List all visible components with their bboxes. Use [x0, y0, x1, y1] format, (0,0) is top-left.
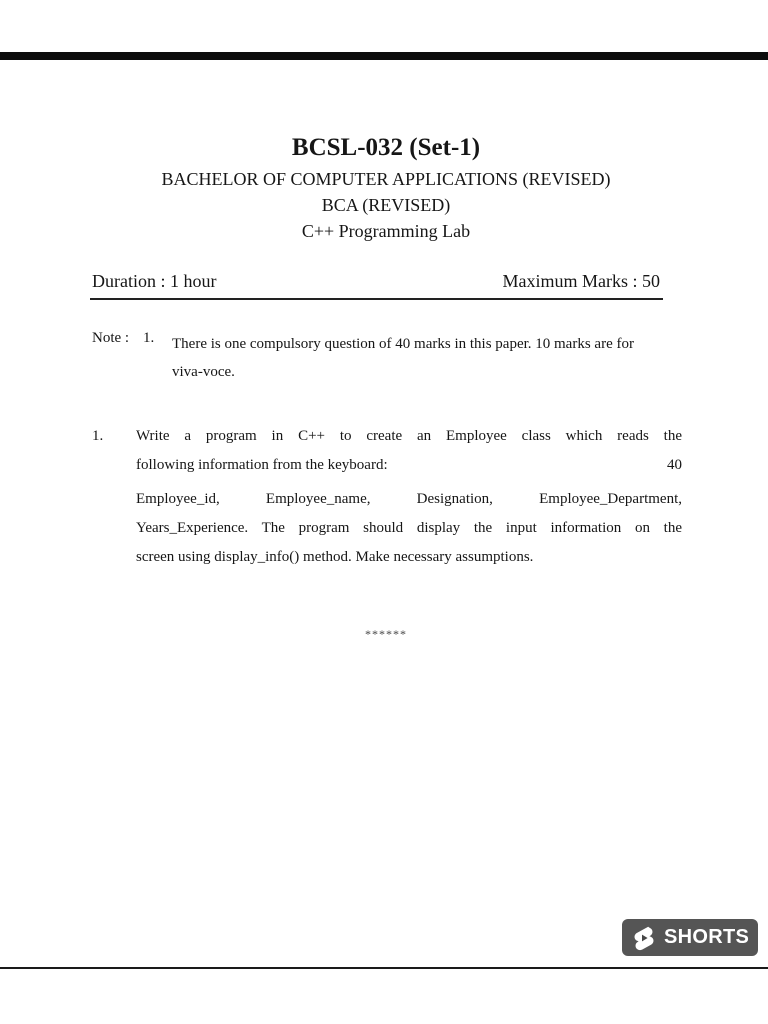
shorts-label: SHORTS — [664, 926, 750, 948]
note-number: 1. — [143, 330, 155, 346]
programme-name: BACHELOR OF COMPUTER APPLICATIONS (REVISED) — [161, 169, 611, 189]
header-divider — [90, 298, 663, 300]
subject-name: C++ Programming Lab — [301, 221, 471, 241]
exam-duration: Duration : 1 hour — [92, 271, 217, 291]
programme-short-name: BCA (REVISED) — [321, 195, 451, 215]
youtube-shorts-icon — [632, 925, 656, 951]
note-text: There is one compulsory question of 40 marks in this paper. 10 marks are for viva-voce. — [172, 336, 634, 380]
question-line: Write a program in C++ to create an Employee class which reads the — [136, 428, 682, 444]
question-line: Employee_id, Employee_name, Designation, Employee_Department, — [136, 491, 682, 507]
top-divider — [0, 52, 768, 60]
question-number: 1. — [92, 428, 104, 444]
question-line: Years_Experience. The program should display the input information on the — [136, 520, 682, 536]
course-code-title: BCSL-032 (Set-1) — [291, 134, 481, 161]
question-marks: 40 — [667, 457, 682, 473]
bottom-divider — [0, 967, 768, 969]
shorts-button[interactable] — [622, 919, 758, 956]
question-line: following information from the keyboard: — [136, 457, 388, 473]
end-of-paper-marker: ****** — [365, 627, 407, 641]
question-line: screen using display_info() method. Make necessary assumptions. — [136, 549, 534, 565]
note-label: Note : — [92, 330, 130, 346]
maximum-marks: Maximum Marks : 50 — [502, 271, 660, 291]
